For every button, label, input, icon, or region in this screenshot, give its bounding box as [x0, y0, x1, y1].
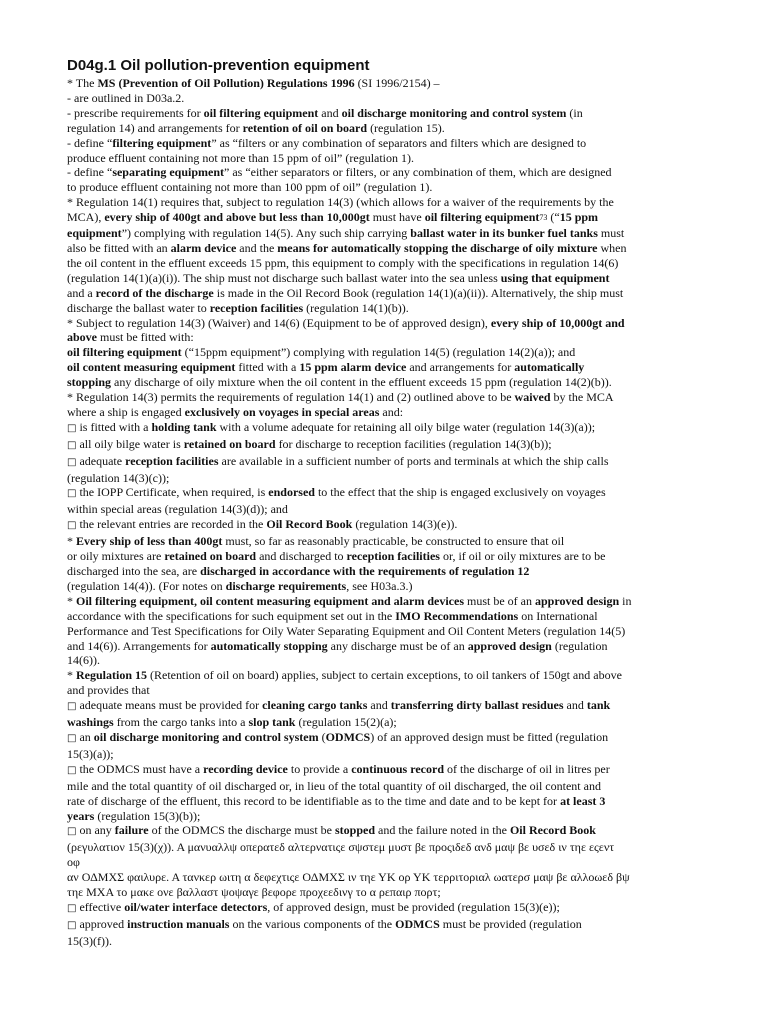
bullet-box: □ [67, 764, 77, 776]
bullet-box: □ [67, 919, 77, 931]
text-line: * The MS (Prevention of Oil Pollution) Regulations 1996 (SI 1996/2154) – [67, 76, 440, 90]
bullet-box: □ [67, 902, 77, 914]
text-line: MCA), every ship of 400gt and above but less than 10,000gt must have oil filtering equipment73 (“15 ppm [67, 210, 599, 225]
bullet-box: □ [67, 701, 77, 713]
text-line: □ all oily bilge water is retained on board for discharge to reception facilities (regulation 14(3)(b)); [67, 436, 552, 451]
text-line: oil filtering equipment (“15ppm equipment”) complying with regulation 14(5) (regulation 14(2)(a)); and [67, 345, 576, 360]
bullet-box: □ [67, 422, 77, 434]
bullet-box: □ [67, 826, 77, 838]
text-line: □ approved instruction manuals on the various components of the ODMCS must be provided (regulation [67, 916, 582, 931]
text-line: equipment”) complying with regulation 14(5). Any such ship carrying ballast water in its bunker fuel tanks must [67, 226, 625, 241]
text-line: □ an oil discharge monitoring and control system (ODMCS) of an approved design must be fitted (regulation [67, 729, 609, 744]
text-line: □ is fitted with a holding tank with a volume adequate for retaining all oily bilge water (regulation 14(3)(a)); [67, 419, 596, 434]
text-line: (regulation 14(4)). (For notes on discharge requirements, see H03a.3.) [67, 578, 413, 593]
text-line: Performance and Test Specifications for Oily Water Separating Equipment and Oil Content Meters (regulation 14(5) [67, 623, 626, 638]
text-line: stopping any discharge of oily mixture when the oil content in the effluent exceeds 15 ppm (regulation 14(2)(b)). [67, 375, 612, 390]
text-line: 15(3)(f)). [67, 933, 112, 948]
text-line: οφ [67, 855, 80, 870]
text-line: or oily mixtures are retained on board and discharged to reception facilities or, if oil or oily mixtures are to be [67, 549, 606, 564]
text-line: and a record of the discharge is made in the Oil Record Book (regulation 14(1)(a)(ii)). Alternatively, the ship must [67, 285, 624, 300]
text-line: rate of discharge of the effluent, this record to be identifiable as to the time and date and to be kept for at least 3 [67, 793, 606, 808]
text-line: □ adequate reception facilities are available in a sufficient number of ports and terminals at which the ship calls [67, 453, 609, 468]
text-line: 14(6)). [67, 653, 100, 668]
text-line: (regulation 14(3)(c)); [67, 470, 170, 485]
bullet-box: □ [67, 520, 77, 532]
text-line: and 14(6)). Arrangements for automatically stopping any discharge must be of an approved design (regulation [67, 638, 608, 653]
text-line: (regulation 14(1)(a)(i)). The ship must not discharge such ballast water into the sea unless using that equipment [67, 270, 610, 285]
text-line: also be fitted with an alarm device and the means for automatically stopping the discharge of oily mixture when [67, 240, 627, 255]
text-line: □ on any failure of the ODMCS the discharge must be stopped and the failure noted in the Oil Record Book [67, 823, 596, 838]
text-line: mile and the total quantity of oil discharged or, in lieu of the total quantity of oil discharged, the oil content and [67, 778, 601, 793]
text-line: □ the relevant entries are recorded in the Oil Record Book (regulation 14(3)(e)). [67, 517, 458, 532]
text-line: produce effluent containing not more than 15 ppm of oil” (regulation 1). [67, 150, 415, 165]
text-line: within special areas (regulation 14(3)(d)); and [67, 502, 288, 517]
text-line: discharged into the sea, are discharged in accordance with the requirements of regulation 12 [67, 564, 530, 578]
bullet-box: □ [67, 456, 77, 468]
text-line: - define “filtering equipment” as “filters or any combination of separators and filters which are designed to [67, 135, 587, 150]
footnote-ref: 73 [539, 213, 548, 223]
bullet-box: □ [67, 732, 77, 744]
text-line: discharge the ballast water to reception facilities (regulation 14(1)(b)). [67, 300, 409, 315]
text-line: the oil content in the effluent exceeds 15 ppm, this equipment to comply with the specifications in regulation 14(6) [67, 255, 619, 270]
bullet-box: □ [67, 439, 77, 451]
text-line: - are outlined in D03a.2. [67, 90, 185, 105]
text-line: * Oil filtering equipment, oil content measuring equipment and alarm devices must be of an approved design in [67, 593, 632, 608]
text-line: where a ship is engaged exclusively on voyages in special areas and: [67, 404, 404, 419]
text-line: above must be fitted with: [67, 330, 194, 345]
text-line: and provides that [67, 683, 150, 698]
text-line: τηε ΜΧΑ το μακε ονε βαλλαστ ψοψαγε βεφορε προχεεδινγ το α ρεπαιρ πορτ; [67, 885, 441, 900]
text-line: - define “separating equipment” as “either separators or filters, or any combination of them, which are designed [67, 165, 612, 180]
text-line: washings from the cargo tanks into a slop tank (regulation 15(2)(a); [67, 715, 397, 730]
text-line: (ρεγυλατιον 15(3)(χ)). Α μανυαλλψ οπερατεδ αλτερνατιςε σψστεμ μυστ βε προςιδεδ ανδ μαψ βε υσεδ ιν τηε εςεντ [67, 840, 615, 855]
text-line: * Regulation 14(3) permits the requirements of regulation 14(1) and (2) outlined above to be waived by the MCA [67, 390, 614, 405]
text-line: to produce effluent containing not more than 100 ppm of oil” (regulation 1). [67, 180, 433, 195]
text-line: □ the ODMCS must have a recording device to provide a continuous record of the discharge of oil in litres per [67, 761, 610, 776]
text-line: years (regulation 15(3)(b)); [67, 808, 201, 823]
text-line: - prescribe requirements for oil filtering equipment and oil discharge monitoring and control system (in [67, 105, 583, 120]
text-line: * Regulation 14(1) requires that, subject to regulation 14(3) (which allows for a waiver of the requirements by the [67, 195, 614, 210]
text-line: αν ΟΔΜΧΣ φαιλυρε. Α τανκερ ωιτη α δεφεχτιςε ΟΔΜΧΣ ιν τηε ΥΚ ορ ΥΚ τερριτοριαλ ωατερσ μαψ βε αλλοωεδ βψ [67, 870, 630, 885]
bullet-box: □ [67, 488, 77, 500]
text-line: regulation 14) and arrangements for retention of oil on board (regulation 15). [67, 120, 445, 135]
text-line: oil content measuring equipment fitted with a 15 ppm alarm device and arrangements for automatically [67, 360, 585, 375]
text-line: □ effective oil/water interface detectors, of approved design, must be provided (regulation 15(3)(e)); [67, 899, 560, 914]
page-title: D04g.1 Oil pollution-prevention equipment [67, 57, 370, 74]
text-line: 15(3)(a)); [67, 746, 114, 761]
text-line: * Regulation 15 (Retention of oil on board) applies, subject to certain exceptions, to oil tankers of 150gt and above [67, 668, 622, 683]
text-line: * Subject to regulation 14(3) (Waiver) and 14(6) (Equipment to be of approved design), every ship of 10,000gt and [67, 315, 625, 330]
text-line: □ adequate means must be provided for cleaning cargo tanks and transferring dirty ballast residues and tank [67, 698, 611, 713]
document-body [67, 76, 748, 949]
text-line: * Every ship of less than 400gt must, so far as reasonably practicable, be constructed to ensure that oil [67, 534, 565, 549]
text-line: □ the IOPP Certificate, when required, is endorsed to the effect that the ship is engaged exclusively on voyages [67, 485, 606, 500]
text-line: accordance with the specifications for such equipment set out in the IMO Recommendations on International [67, 608, 598, 623]
